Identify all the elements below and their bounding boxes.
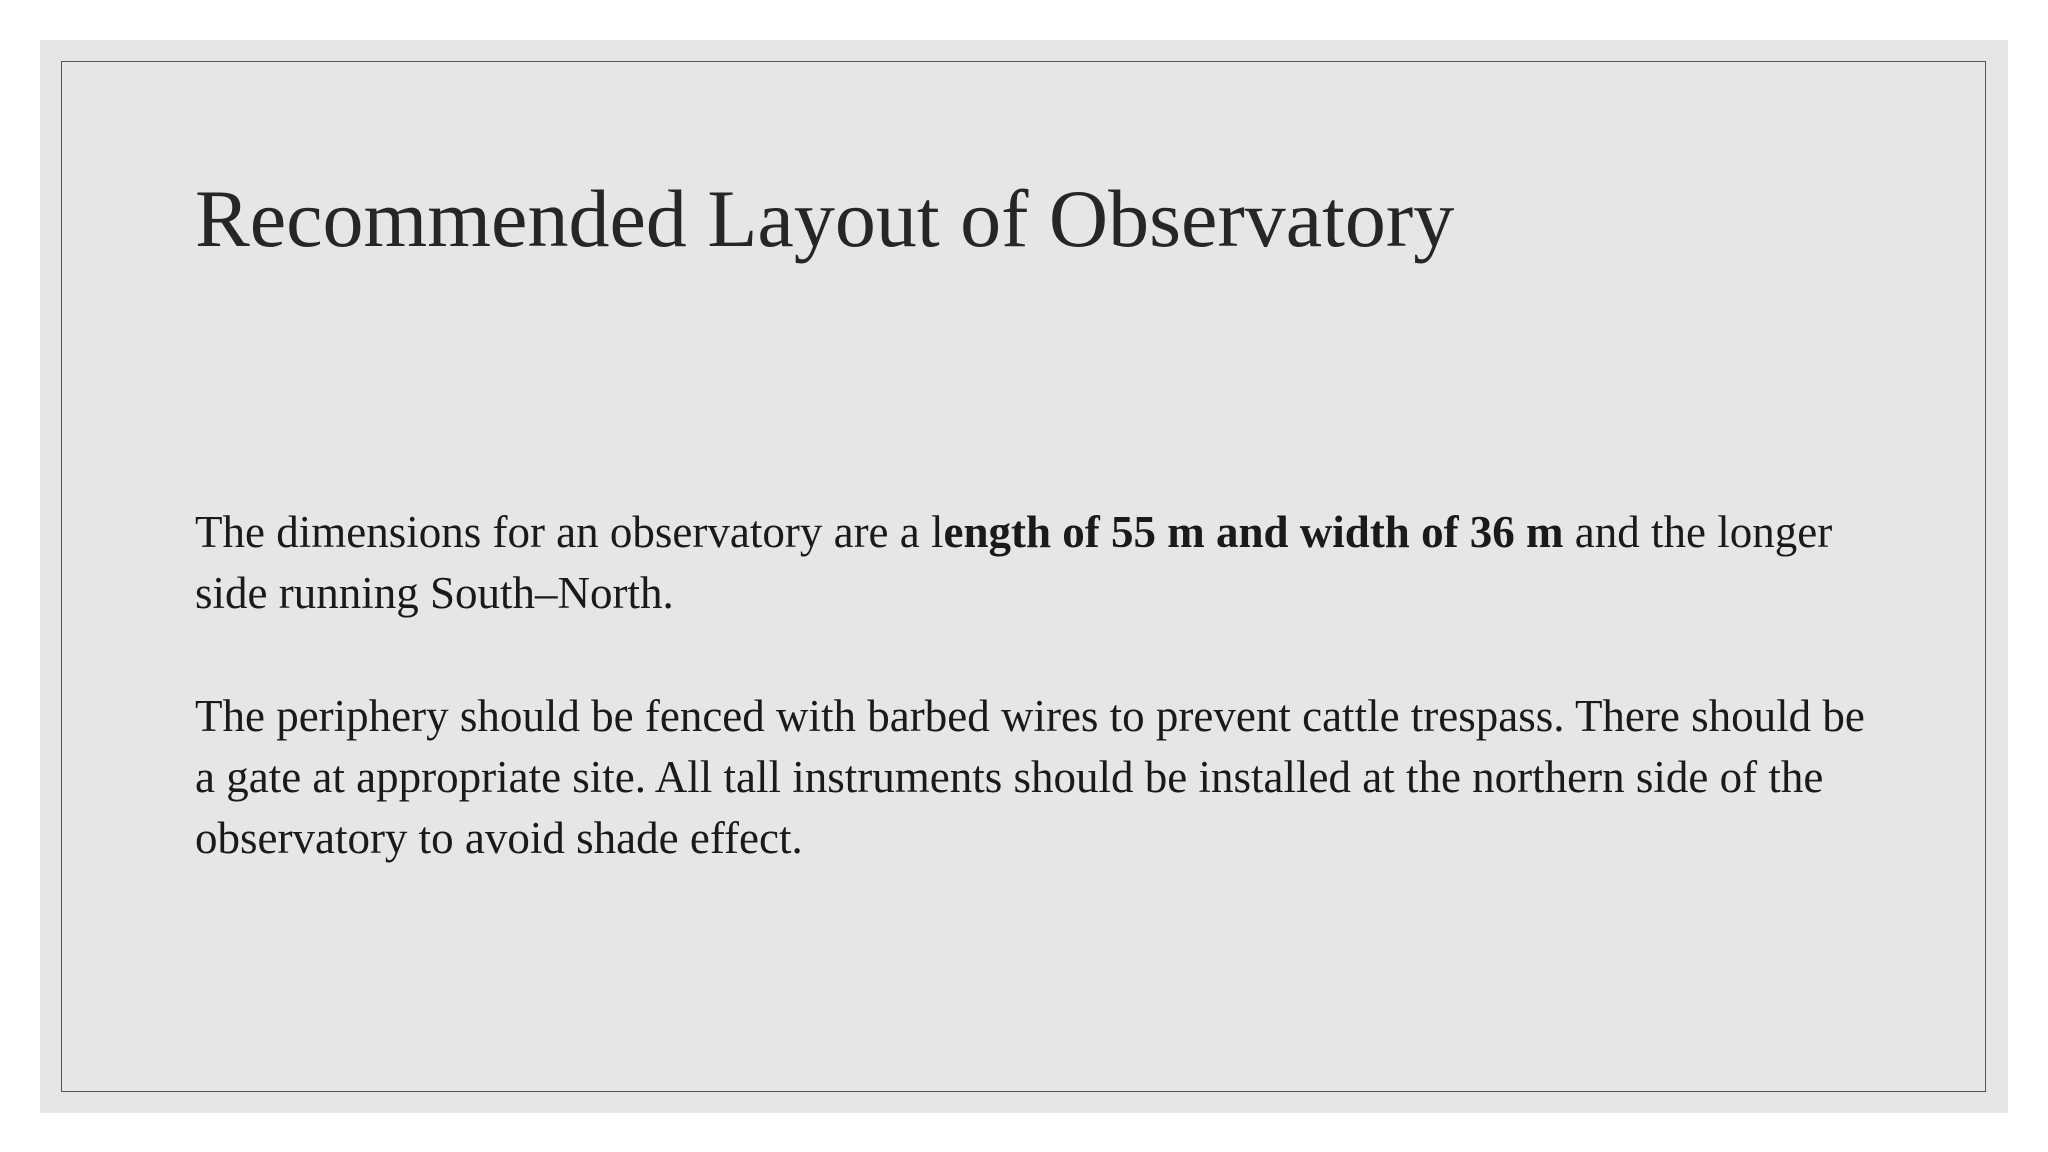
paragraph-periphery: The periphery should be fenced with barbed wires to prevent cattle trespass. There should be a gate at appropriate site. All tall instruments should be installed at the northern side of the observatory to avoid shade effect. <box>195 691 1865 863</box>
paragraph-dimensions <box>195 502 1895 624</box>
slide-body <box>195 502 1895 869</box>
slide-title: Recommended Layout of Observatory <box>195 173 1455 264</box>
paragraph-dimensions-emphasis: ength of 55 m and width of 36 m <box>943 507 1564 557</box>
paragraph-dimensions-end: and the longer side running South–North. <box>195 507 1833 618</box>
paragraph-dimensions-start: The dimensions for an observatory are a l <box>195 507 944 557</box>
